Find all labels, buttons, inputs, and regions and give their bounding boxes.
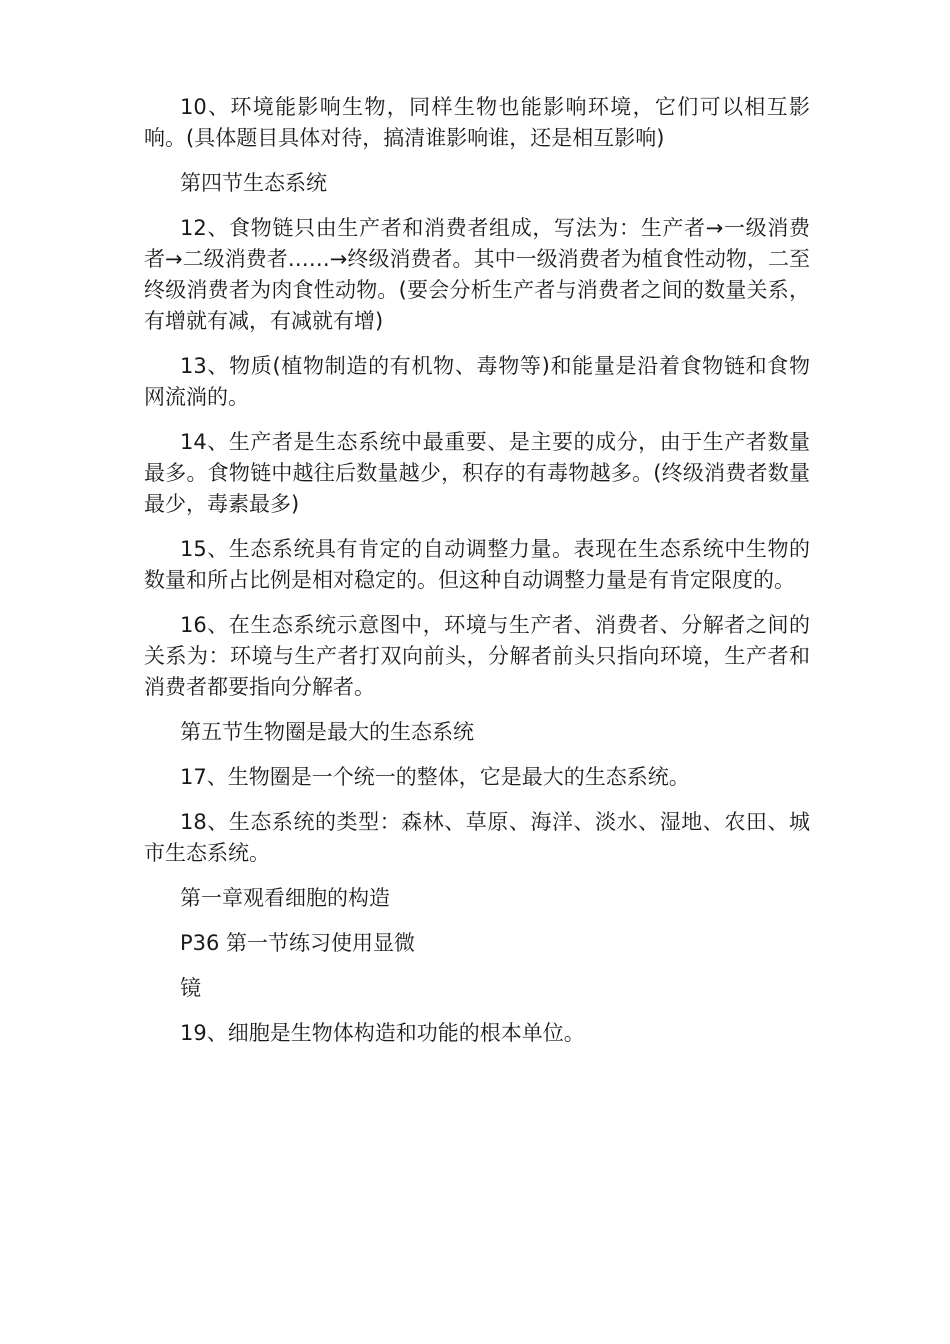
paragraph-17: 17、生物圈是一个统一的整体，它是最大的生态系统。 — [180, 765, 690, 789]
paragraph-19: 19、细胞是生物体构造和功能的根本单位。 — [180, 1021, 585, 1045]
paragraph-14: 14、生产者是生态系统中最重要、是主要的成分，由于生产者数量最多。食物链中越往后数量越少，积存的有毒物越多。(终级消费者数量最少，毒素最多) — [144, 430, 810, 516]
section-heading-microscope: P36 第一节练习使用显微 — [180, 931, 416, 955]
document-body — [144, 92, 810, 1063]
paragraph-15: 15、生态系统具有肯定的自动调整力量。表现在生态系统中生物的数量和所占比例是相对稳定的。但这种自动调整力量是有肯定限度的。 — [144, 537, 810, 592]
chapter-heading-cell: 第一章观看细胞的构造 — [180, 886, 390, 910]
paragraph-10: 10、环境能影响生物，同样生物也能影响环境，它们可以相互影响。(具体题目具体对待，搞清谁影响谁，还是相互影响) — [144, 95, 810, 150]
paragraph-16: 16、在生态系统示意图中，环境与生产者、消费者、分解者之间的关系为：环境与生产者打双向前头，分解者前头只指向环境，生产者和消费者都要指向分解者。 — [144, 613, 810, 699]
paragraph-13: 13、物质(植物制造的有机物、毒物等)和能量是沿着食物链和食物网流淌的。 — [144, 354, 810, 409]
section-heading-ecosystem: 第四节生态系统 — [180, 171, 327, 195]
section-heading-biosphere: 第五节生物圈是最大的生态系统 — [180, 720, 474, 744]
section-heading-microscope-cont: 镜 — [180, 976, 201, 1000]
paragraph-12: 12、食物链只由生产者和消费者组成，写法为：生产者→一级消费者→二级消费者……→终级消费者。其中一级消费者为植食性动物，二至终级消费者为肉食性动物。(要会分析生产者与消费者之间的数量关系，有增就有减，有减就有增) — [144, 216, 810, 333]
paragraph-18: 18、生态系统的类型：森林、草原、海洋、淡水、湿地、农田、城市生态系统。 — [144, 810, 810, 865]
